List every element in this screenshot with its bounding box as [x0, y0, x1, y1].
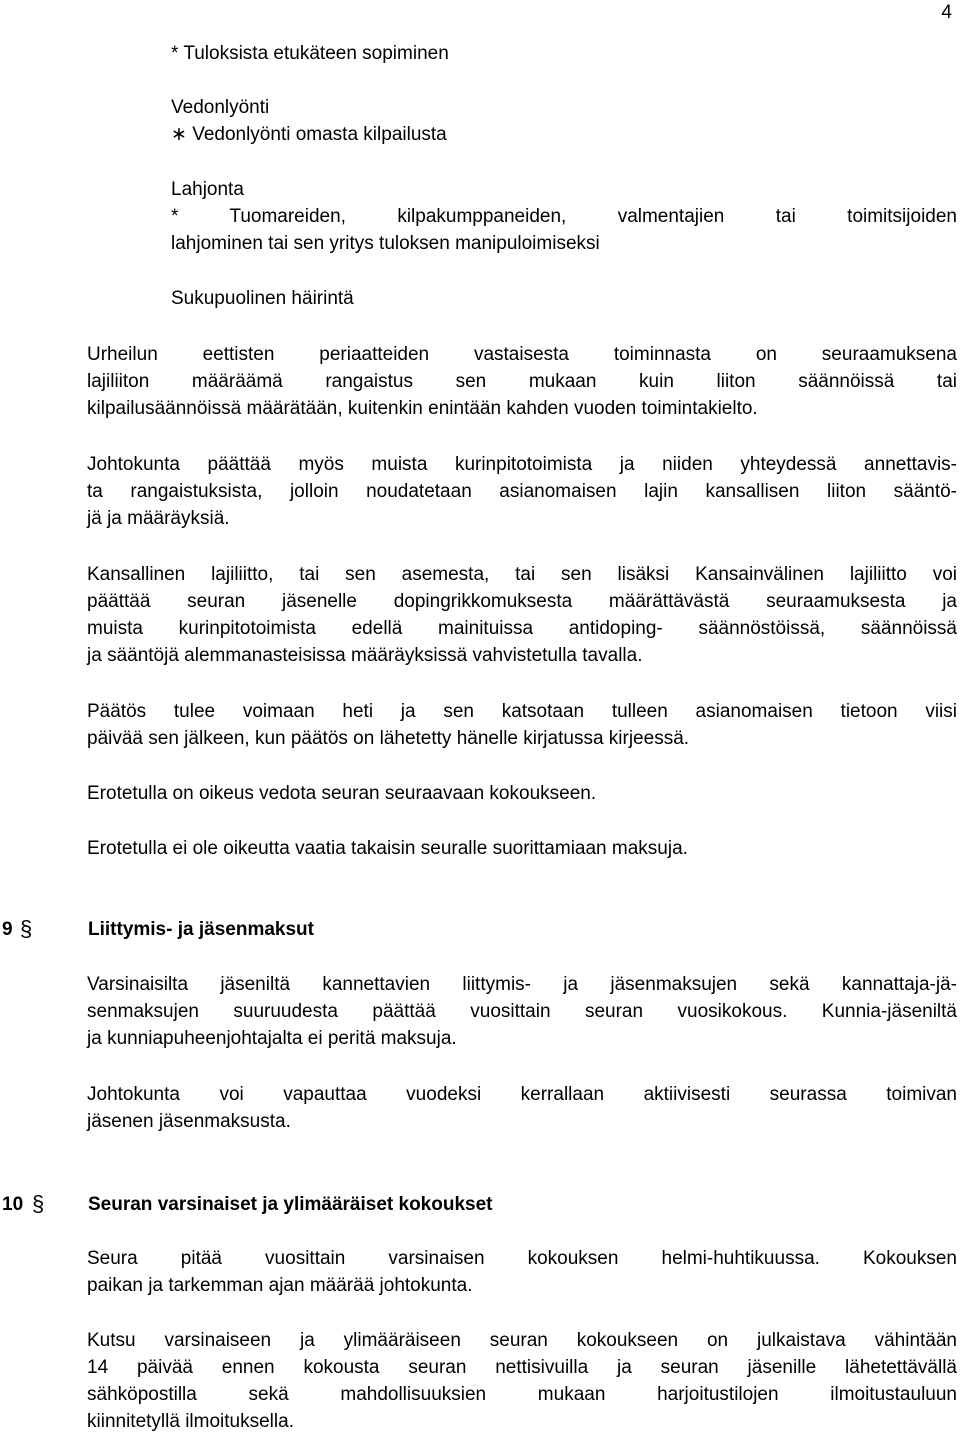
- text-line: jä ja määräyksiä.: [87, 508, 230, 529]
- paragraph: Erotetulla on oikeus vedota seuran seuraavaan kokoukseen.: [87, 783, 597, 804]
- list-item: * Tuloksista etukäteen sopiminen: [171, 43, 449, 64]
- subheading-hairinta: Sukupuolinen häirintä: [171, 288, 354, 309]
- text-line: kilpailusäännöissä määrätään, kuitenkin enintään kahden vuoden toimintakielto.: [87, 398, 758, 419]
- text-line: Kutsu varsinaiseen ja ylimääräiseen seuran kokoukseen on julkaistava vähintään: [87, 1330, 957, 1351]
- section-title: Seuran varsinaiset ja ylimääräiset kokoukset: [88, 1194, 493, 1215]
- text-line: ta rangaistuksista, jolloin noudatetaan asianomaisen lajin kansallisen liiton sääntö-: [87, 481, 957, 502]
- section-number: 10: [2, 1194, 24, 1215]
- text-line: päivää sen jälkeen, kun päätös on lähetetty hänelle kirjatussa kirjeessä.: [87, 728, 690, 749]
- text-line: paikan ja tarkemman ajan määrää johtokunta.: [87, 1275, 473, 1296]
- subheading-vedonlyonti: Vedonlyönti: [171, 97, 270, 118]
- list-item-lahjonta: [171, 203, 957, 257]
- text-line: Seura pitää vuosittain varsinaisen kokouksen helmi-huhtikuussa. Kokouksen: [87, 1248, 957, 1269]
- paragraph: Erotetulla ei ole oikeutta vaatia takaisin seuralle suorittamiaan maksuja.: [87, 838, 688, 859]
- section-title: Liittymis- ja jäsenmaksut: [88, 919, 314, 940]
- text-line: jäsenen jäsenmaksusta.: [87, 1111, 291, 1132]
- text-line: Urheilun eettisten periaatteiden vastaisesta toiminnasta on seuraamuksena: [87, 344, 957, 365]
- text-line: Varsinaisilta jäseniltä kannettavien liittymis- ja jäsenmaksujen sekä kannattaja-jä-: [87, 974, 957, 995]
- text-line: lahjominen tai sen yritys tuloksen manipuloimiseksi: [171, 233, 600, 254]
- text-line: * Tuomareiden, kilpakumppaneiden, valmentajien tai toimitsijoiden: [171, 206, 957, 227]
- text-line: Päätös tulee voimaan heti ja sen katsotaan tulleen asianomaisen tietoon viisi: [87, 701, 957, 722]
- list-item: ∗ Vedonlyönti omasta kilpailusta: [171, 124, 447, 145]
- paragraph: [87, 1081, 957, 1135]
- text-line: senmaksujen suuruudesta päättää vuosittain seuran vuosikokous. Kunnia-jäseniltä: [87, 1001, 957, 1022]
- text-line: lajiliiton määräämä rangaistus sen mukaan kuin liiton säännöissä tai: [87, 371, 957, 392]
- section-number: 9: [2, 919, 13, 940]
- text-line: Johtokunta voi vapauttaa vuodeksi kerrallaan aktiivisesti seurassa toimivan: [87, 1084, 957, 1105]
- paragraph: [87, 341, 957, 422]
- text-line: sähköpostilla sekä mahdollisuuksien mukaan harjoitustilojen ilmoitustauluun: [87, 1384, 957, 1405]
- paragraph: [87, 561, 957, 669]
- page-number: 4: [941, 2, 952, 23]
- text-line: päättää seuran jäsenelle dopingrikkomuksesta määrättävästä seuraamuksesta ja: [87, 591, 957, 612]
- section-symbol: §: [20, 916, 33, 941]
- paragraph: [87, 451, 957, 532]
- text-line: muista kurinpitotoimista edellä mainituissa antidoping- säännöstöissä, säännöissä: [87, 618, 957, 639]
- text-line: Johtokunta päättää myös muista kurinpitotoimista ja niiden yhteydessä annettavis-: [87, 454, 957, 475]
- paragraph: [87, 971, 957, 1052]
- text-line: ja sääntöjä alemmanasteisissa määräyksissä vahvistetulla tavalla.: [87, 645, 643, 666]
- text-line: kiinnitetyllä ilmoituksella.: [87, 1411, 294, 1432]
- paragraph: [87, 1327, 957, 1435]
- paragraph: [87, 1245, 957, 1299]
- section-symbol: §: [32, 1191, 45, 1216]
- text-line: Kansallinen lajiliitto, tai sen asemesta, tai sen lisäksi Kansainvälinen lajiliitto voi: [87, 564, 957, 585]
- text-line: ja kunniapuheenjohtajalta ei peritä maksuja.: [87, 1028, 457, 1049]
- text-line: 14 päivää ennen kokousta seuran nettisivuilla ja seuran jäsenille lähetettävällä: [87, 1357, 957, 1378]
- subheading-lahjonta: Lahjonta: [171, 179, 244, 200]
- paragraph: [87, 698, 957, 752]
